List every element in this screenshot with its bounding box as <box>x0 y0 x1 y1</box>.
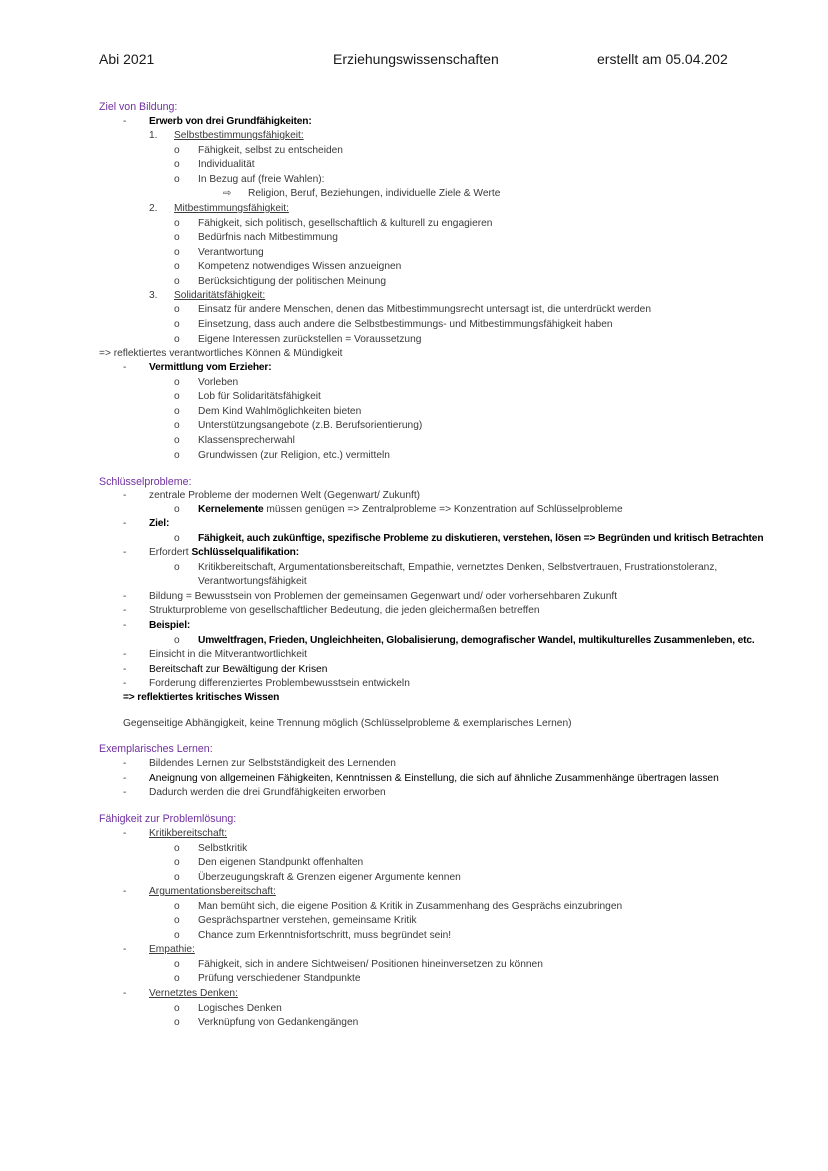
bullet-marker: o <box>174 276 180 287</box>
bullet-marker: o <box>174 872 180 883</box>
s2-title: Mitbestimmungsfähigkeit: <box>174 203 289 214</box>
bullet-marker: o <box>174 420 180 431</box>
dash-marker: - <box>123 886 127 897</box>
bullet-marker: o <box>174 973 180 984</box>
list-item: Prüfung verschiedener Standpunkte <box>198 973 361 984</box>
bullet-marker: o <box>174 247 180 258</box>
list-item: Logisches Denken <box>198 1003 282 1014</box>
bullet-marker: o <box>174 533 180 544</box>
dash-marker: - <box>123 649 127 660</box>
erfordert-text: Erfordert <box>149 547 189 558</box>
list-item: Überzeugungskraft & Grenzen eigener Argumente kennen <box>198 872 461 883</box>
dash-marker: - <box>123 988 127 999</box>
list-item: Dadurch werden die drei Grundfähigkeiten erworben <box>149 787 386 798</box>
header-right: erstellt am 05.04.202 <box>597 51 728 67</box>
list-item: zentrale Probleme der modernen Welt (Gegenwart/ Zukunft) <box>149 490 421 501</box>
list-item: Chance zum Erkenntnisfortschritt, muss begründet sein! <box>198 930 452 941</box>
vermittlung-title: Vermittlung vom Erzieher: <box>149 362 272 373</box>
dash-marker: - <box>123 518 127 529</box>
result-line: => reflektiertes kritisches Wissen <box>123 692 280 703</box>
bullet-marker: o <box>174 334 180 345</box>
bullet-marker: o <box>174 635 180 646</box>
dash-marker: - <box>123 490 127 501</box>
list-item: Verknüpfung von Gedankengängen <box>198 1017 359 1028</box>
number-marker: 1. <box>149 130 158 141</box>
list-item <box>198 504 623 515</box>
list-item: Aneignung von allgemeinen Fähigkeiten, Kenntnissen & Einstellung, die sich auf ähnliche Zusammenhänge übertragen lassen <box>149 773 719 784</box>
list-item: Bildung = Bewusstsein von Problemen der gemeinsamen Gegenwart und/ oder vorhersehbaren Zukunft <box>149 591 618 602</box>
number-marker: 3. <box>149 290 158 301</box>
dash-marker: - <box>123 620 127 631</box>
bullet-marker: o <box>174 232 180 243</box>
dash-marker: - <box>123 664 127 675</box>
bullet-marker: o <box>174 159 180 170</box>
s3-title: Solidaritätsfähigkeit: <box>174 290 266 301</box>
beispiel-label: Beispiel: <box>149 620 191 631</box>
list-item: Kompetenz notwendiges Wissen anzueignen <box>198 261 402 272</box>
bullet-marker: o <box>174 174 180 185</box>
list-item: Klassensprecherwahl <box>198 435 295 446</box>
list-item: Bedürfnis nach Mitbestimmung <box>198 232 338 243</box>
dash-marker: - <box>123 547 127 558</box>
list-item: Man bemüht sich, die eigene Position & Kritik in Zusammenhang des Gesprächs einzubringen <box>198 901 623 912</box>
dash-marker: - <box>123 362 127 373</box>
dash-marker: - <box>123 944 127 955</box>
bullet-marker: o <box>174 915 180 926</box>
list-item: Verantwortungsfähigkeit <box>198 576 307 587</box>
list-item: Strukturprobleme von gesellschaftlicher Bedeutung, die jeden gleichermaßen betreffen <box>149 605 540 616</box>
section-title-bildung: Ziel von Bildung: <box>99 101 178 113</box>
bullet-marker: o <box>174 435 180 446</box>
kernelemente-label: Kernelemente <box>198 504 264 515</box>
vernetzt-title: Vernetztes Denken: <box>149 988 238 999</box>
dash-marker: - <box>123 787 127 798</box>
dash-marker: - <box>123 591 127 602</box>
bullet-marker: o <box>174 857 180 868</box>
bullet-marker: o <box>174 959 180 970</box>
beispiel-text: Umweltfragen, Frieden, Ungleichheiten, Globalisierung, demografischer Wandel, multikulturelles Zusammenleben, etc. <box>198 635 755 646</box>
list-item: Forderung differenziertes Problembewusstsein entwickeln <box>149 678 410 689</box>
list-item: Den eigenen Standpunkt offenhalten <box>198 857 364 868</box>
list-item: Kritikbereitschaft, Argumentationsbereitschaft, Empathie, vernetztes Denken, Selbstvertrauen, Frustrationstoleranz, <box>198 562 718 573</box>
ziel-text: Fähigkeit, auch zukünftige, spezifische Probleme zu diskutieren, verstehen, lösen => Begründen und kritisch Betrachten <box>198 533 764 544</box>
list-item: Eigene Interessen zurückstellen = Voraussetzung <box>198 334 422 345</box>
list-item: Fähigkeit, sich in andere Sichtweisen/ Positionen hineinversetzen zu können <box>198 959 543 970</box>
s1-title: Selbstbestimmungsfähigkeit: <box>174 130 304 141</box>
bullet-marker: o <box>174 304 180 315</box>
empathie-title: Empathie: <box>149 944 195 955</box>
list-item: In Bezug auf (freie Wahlen): <box>198 174 325 185</box>
list-item: Gesprächspartner verstehen, gemeinsame Kritik <box>198 915 417 926</box>
list-item: Bereitschaft zur Bewältigung der Krisen <box>149 664 328 675</box>
quali-label: Schlüsselqualifikation: <box>191 547 299 558</box>
list-item: Einsatz für andere Menschen, denen das Mitbestimmungsrecht untersagt ist, die unterdrückt werden <box>198 304 652 315</box>
bullet-marker: o <box>174 406 180 417</box>
list-item: Fähigkeit, selbst zu entscheiden <box>198 145 343 156</box>
list-item <box>149 547 299 558</box>
bullet-marker: o <box>174 1017 180 1028</box>
bullet-marker: o <box>174 930 180 941</box>
bullet-marker: o <box>174 261 180 272</box>
kritik-title: Kritikbereitschaft: <box>149 828 228 839</box>
list-item: Lob für Solidaritätsfähigkeit <box>198 391 321 402</box>
list-item: Grundwissen (zur Religion, etc.) vermitteln <box>198 450 390 461</box>
dash-marker: - <box>123 828 127 839</box>
list-item: Verantwortung <box>198 247 264 258</box>
dash-marker: - <box>123 605 127 616</box>
list-item: Selbstkritik <box>198 843 248 854</box>
bullet-marker: o <box>174 1003 180 1014</box>
list-item: Fähigkeit, sich politisch, gesellschaftlich & kulturell zu engagieren <box>198 218 493 229</box>
list-item: Vorleben <box>198 377 239 388</box>
header-title: Erziehungswissenschaften <box>333 51 499 67</box>
note-line: Gegenseitige Abhängigkeit, keine Trennung möglich (Schlüsselprobleme & exemplarisches Lernen) <box>123 718 572 729</box>
list-item: Einsetzung, dass auch andere die Selbstbestimmungs- und Mitbestimmungsfähigkeit haben <box>198 319 613 330</box>
list-item: Einsicht in die Mitverantwortlichkeit <box>149 649 307 660</box>
list-item: Religion, Beruf, Beziehungen, individuelle Ziele & Werte <box>248 188 501 199</box>
arrow-icon: ⇨ <box>223 188 232 199</box>
dash-marker: - <box>123 678 127 689</box>
bullet-marker: o <box>174 218 180 229</box>
dash-marker: - <box>123 758 127 769</box>
section-title-schluessel: Schlüsselprobleme: <box>99 476 192 488</box>
bullet-marker: o <box>174 504 180 515</box>
bullet-marker: o <box>174 377 180 388</box>
kernelemente-text: müssen genügen => Zentralprobleme => Konzentration auf Schlüsselprobleme <box>266 504 623 515</box>
bullet-marker: o <box>174 145 180 156</box>
list-item: Dem Kind Wahlmöglichkeiten bieten <box>198 406 362 417</box>
header-left: Abi 2021 <box>99 51 155 67</box>
bullet-marker: o <box>174 562 180 573</box>
bildung-erwerb: Erwerb von drei Grundfähigkeiten: <box>149 116 312 127</box>
dash-marker: - <box>123 773 127 784</box>
ziel-label: Ziel: <box>149 518 170 529</box>
section-title-exemplarisch: Exemplarisches Lernen: <box>99 743 213 755</box>
dash-marker: - <box>123 116 127 127</box>
bullet-marker: o <box>174 319 180 330</box>
result-line: => reflektiertes verantwortliches Können & Mündigkeit <box>99 348 343 359</box>
list-item: Bildendes Lernen zur Selbstständigkeit des Lernenden <box>149 758 396 769</box>
bullet-marker: o <box>174 843 180 854</box>
bullet-marker: o <box>174 391 180 402</box>
list-item: Individualität <box>198 159 255 170</box>
list-item: Berücksichtigung der politischen Meinung <box>198 276 387 287</box>
number-marker: 2. <box>149 203 158 214</box>
list-item: Unterstützungsangebote (z.B. Berufsorientierung) <box>198 420 423 431</box>
bullet-marker: o <box>174 450 180 461</box>
argumentation-title: Argumentationsbereitschaft: <box>149 886 276 897</box>
bullet-marker: o <box>174 901 180 912</box>
section-title-problem: Fähigkeit zur Problemlösung: <box>99 813 237 825</box>
